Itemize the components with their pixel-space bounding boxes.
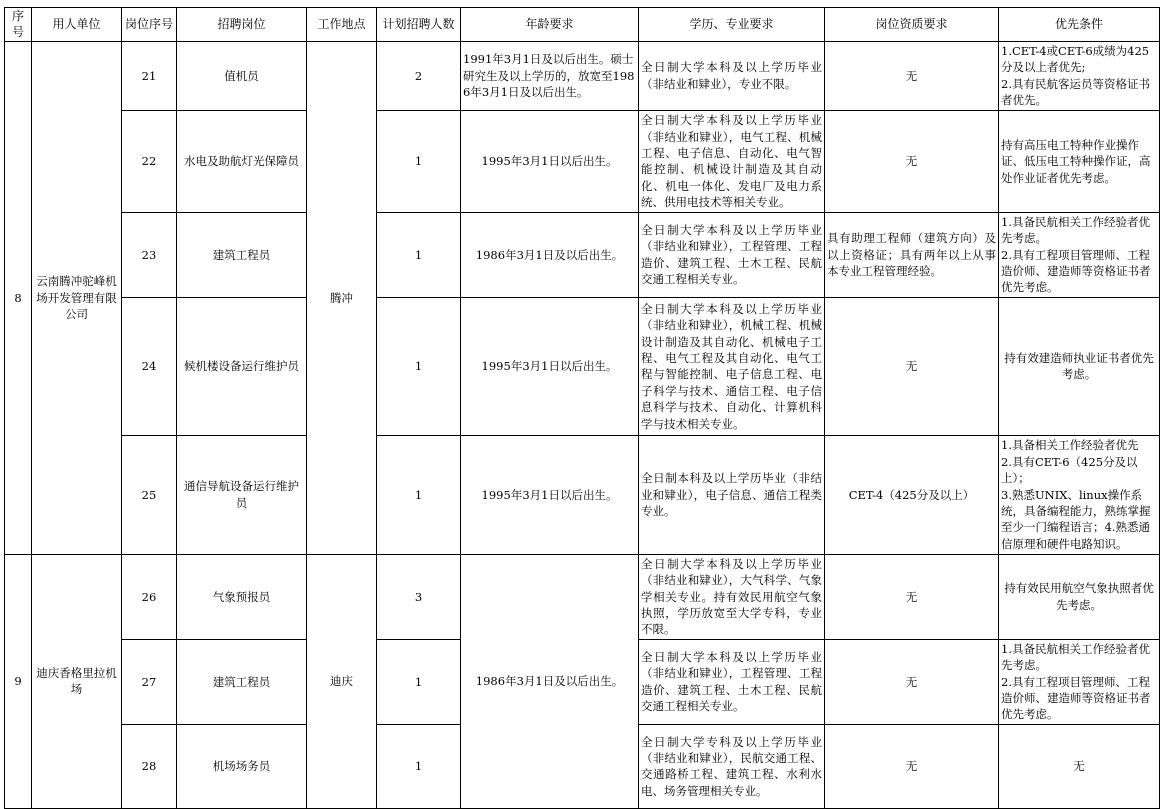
qualification-requirement: 无 <box>825 554 999 639</box>
work-location: 迪庆 <box>307 554 377 808</box>
age-requirement: 1995年3月1日以后出生。 <box>461 110 639 212</box>
header-no: 序号 <box>5 8 32 42</box>
age-requirement: 1995年3月1日以后出生。 <box>461 297 639 435</box>
post-seq: 26 <box>122 554 177 639</box>
post-name: 水电及助航灯光保障员 <box>177 110 307 212</box>
group-no: 8 <box>5 41 32 554</box>
age-requirement: 1995年3月1日以后出生。 <box>461 435 639 554</box>
header-unit: 用人单位 <box>32 8 122 42</box>
hire-count: 1 <box>377 639 461 724</box>
header-seq: 岗位序号 <box>122 8 177 42</box>
qualification-requirement: CET-4（425分及以上） <box>825 435 999 554</box>
work-location: 腾冲 <box>307 41 377 554</box>
post-seq: 21 <box>122 41 177 110</box>
qualification-requirement: 无 <box>825 41 999 110</box>
preference-conditions: 1.具备相关工作经验者优先 2.具有CET-6（425分及以上）； 3.熟悉UNIX、linux操作系统，具备编程能力，熟练掌握至少一门编程语言；4.熟悉通信原理和硬件电路知识。 <box>999 435 1160 554</box>
education-requirement: 全日制大学本科及以上学历毕业（非结业和肄业），机械工程、机械设计制造及其自动化、机械电子工程、电气工程及其自动化、电气工程与智能控制、电子信息工程、电子科学与技术、通信工程、电子信息科学与技术、自动化、计算机科学与技术相关专业。 <box>639 297 825 435</box>
header-location: 工作地点 <box>307 8 377 42</box>
education-requirement: 全日制大学本科及以上学历毕业（非结业和肄业），工程管理、工程造价、建筑工程、土木工程、民航交通工程相关专业。 <box>639 639 825 724</box>
qualification-requirement: 无 <box>825 639 999 724</box>
post-seq: 23 <box>122 212 177 297</box>
education-requirement: 全日制大学本科及以上学历毕业（非结业和肄业），大气科学、气象学相关专业。持有效民用航空气象执照，学历放宽至大学专科，专业不限。 <box>639 554 825 639</box>
header-education: 学历、专业要求 <box>639 8 825 42</box>
table-row <box>5 297 1160 435</box>
hire-count: 1 <box>377 297 461 435</box>
preference-conditions: 持有高压电工特种作业操作证、低压电工特种操作证，高处作业证者优先考虑。 <box>999 110 1160 212</box>
group-no: 9 <box>5 554 32 808</box>
post-name: 建筑工程员 <box>177 639 307 724</box>
header-row <box>5 8 1160 42</box>
preference-conditions: 1.CET-4或CET-6成绩为425分及以上者优先; 2.具有民航客运员等资格证书者优先。 <box>999 41 1160 110</box>
employer-unit: 云南腾冲驼峰机场开发管理有限公司 <box>32 41 122 554</box>
hire-count: 2 <box>377 41 461 110</box>
post-seq: 28 <box>122 724 177 808</box>
table-row <box>5 435 1160 554</box>
preference-conditions: 1.具备民航相关工作经验者优先考虑。 2.具有工程项目管理师、工程造价师、建造师等资格证书者优先考虑。 <box>999 639 1160 724</box>
preference-conditions: 持有效建造师执业证书者优先考虑。 <box>999 297 1160 435</box>
post-seq: 24 <box>122 297 177 435</box>
hire-count: 1 <box>377 110 461 212</box>
education-requirement: 全日制大学本科及以上学历毕业（非结业和肄业），工程管理、工程造价、建筑工程、土木工程、民航交通工程相关专业。 <box>639 212 825 297</box>
age-requirement: 1986年3月1日及以后出生。 <box>461 554 639 808</box>
post-name: 通信导航设备运行维护员 <box>177 435 307 554</box>
post-seq: 22 <box>122 110 177 212</box>
header-qualification: 岗位资质要求 <box>825 8 999 42</box>
header-age: 年龄要求 <box>461 8 639 42</box>
hire-count: 1 <box>377 435 461 554</box>
post-name: 值机员 <box>177 41 307 110</box>
education-requirement: 全日制大学本科及以上学历毕业（非结业和肄业），电气工程、机械工程、电子信息、自动化、电气智能控制、机械设计制造及其自动化、机电一体化、发电厂及电力系统、供用电技术等相关专业。 <box>639 110 825 212</box>
preference-conditions: 1.具备民航相关工作经验者优先考虑。 2.具有工程项目管理师、工程造价师、建造师等资格证书者优先考虑。 <box>999 212 1160 297</box>
post-seq: 25 <box>122 435 177 554</box>
post-name: 机场场务员 <box>177 724 307 808</box>
table-row <box>5 110 1160 212</box>
table-row <box>5 41 1160 110</box>
preference-conditions: 无 <box>999 724 1160 808</box>
post-seq: 27 <box>122 639 177 724</box>
post-name: 候机楼设备运行维护员 <box>177 297 307 435</box>
post-name: 气象预报员 <box>177 554 307 639</box>
table-row <box>5 212 1160 297</box>
employer-unit: 迪庆香格里拉机场 <box>32 554 122 808</box>
hire-count: 1 <box>377 724 461 808</box>
post-name: 建筑工程员 <box>177 212 307 297</box>
header-count: 计划招聘人数 <box>377 8 461 42</box>
qualification-requirement: 具有助理工程师（建筑方向）及以上资格证；具有两年以上从事本专业工程管理经验。 <box>825 212 999 297</box>
education-requirement: 全日制大学本科及以上学历毕业（非结业和肄业），专业不限。 <box>639 41 825 110</box>
age-requirement: 1986年3月1日及以后出生。 <box>461 212 639 297</box>
table-row <box>5 554 1160 639</box>
recruitment-table <box>4 7 1160 809</box>
header-post: 招聘岗位 <box>177 8 307 42</box>
education-requirement: 全日制本科及以上学历毕业（非结业和肄业），电子信息、通信工程类专业。 <box>639 435 825 554</box>
age-requirement: 1991年3月1日及以后出生。硕士研究生及以上学历的，放宽至1986年3月1日及以后出生。 <box>461 41 639 110</box>
qualification-requirement: 无 <box>825 724 999 808</box>
qualification-requirement: 无 <box>825 110 999 212</box>
preference-conditions: 持有效民用航空气象执照者优先考虑。 <box>999 554 1160 639</box>
hire-count: 3 <box>377 554 461 639</box>
hire-count: 1 <box>377 212 461 297</box>
header-preference: 优先条件 <box>999 8 1160 42</box>
qualification-requirement: 无 <box>825 297 999 435</box>
education-requirement: 全日制大学专科及以上学历毕业（非结业和肄业），民航交通工程、交通路桥工程、建筑工程、水利水电、场务管理相关专业。 <box>639 724 825 808</box>
